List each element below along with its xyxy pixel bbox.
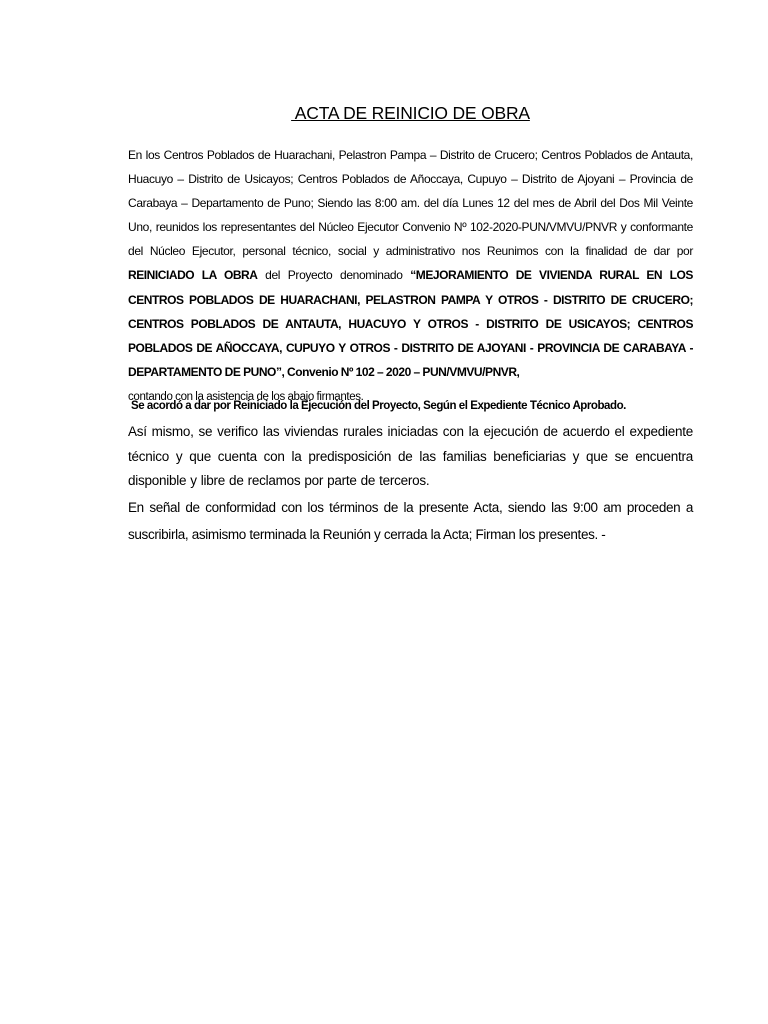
intro-text: En los Centros Poblados de Huarachani, Pelastron Pampa – Distrito de Crucero; Centros Poblados de Antauta, Huacuyo – Distrito de Usicayos; Centros Poblados de Añoccaya, Cupuyo – Distrito de Ajoyani – Provincia de Carabaya – Departamento de Puno; Siendo las 8:00 am. del día Lunes 12 del mes de Abril del Dos Mil Veinte Uno, reunidos los representantes del Núcleo Ejecutor Convenio Nº 102-2020-PUN/VMVU/PNVR y conformante del Núcleo Ejecutor, personal técnico, social y administrativo nos Reunimos con la finalidad de dar por (128, 148, 693, 259)
intro-attendance: contando con la asistencia de los abajo firmantes. (128, 390, 364, 403)
paragraph-intro (128, 143, 693, 409)
paragraph-agreement: Se acordó a dar por Reiniciado la Ejecución del Proyecto, Según el Expediente Técnico Aprobado. (131, 400, 626, 412)
paragraph-closing: En señal de conformidad con los términos de la presente Acta, siendo las 9:00 am proceden a suscribirla, asimismo terminada la Reunión y cerrada la Acta; Firman los presentes. - (128, 500, 693, 542)
intro-bold-reiniciado: REINICIADO LA OBRA (128, 268, 258, 283)
document-title: ACTA DE REINICIO DE OBRA (291, 103, 530, 123)
intro-text-project: del Proyecto denominado (257, 268, 411, 283)
project-name: “MEJORAMIENTO DE VIVIENDA RURAL EN LOS CENTROS POBLADOS DE HUARACHANI, PELASTRON PAMPA Y OTROS - DISTRITO DE CRUCERO; CENTROS POBLADOS DE ANTAUTA, HUACUYO Y OTROS - DISTRITO DE USICAYOS; CENTROS POBLADOS DE AÑOCCAYA, CUPUYO Y OTROS - DISTRITO DE AJOYANI - PROVINCIA DE CARABAYA - DEPARTAMENTO DE PUNO”, Convenio Nº 102 – 2020 – PUN/VMVU/PNVR, (128, 268, 693, 379)
paragraph-verification: Así mismo, se verifico las viviendas rurales iniciadas con la ejecución de acuerdo el expediente técnico y que cuenta con la predisposición de las familias beneficiarias y que se encuentra disponible y libre de reclamos por parte de terceros. (128, 424, 693, 488)
